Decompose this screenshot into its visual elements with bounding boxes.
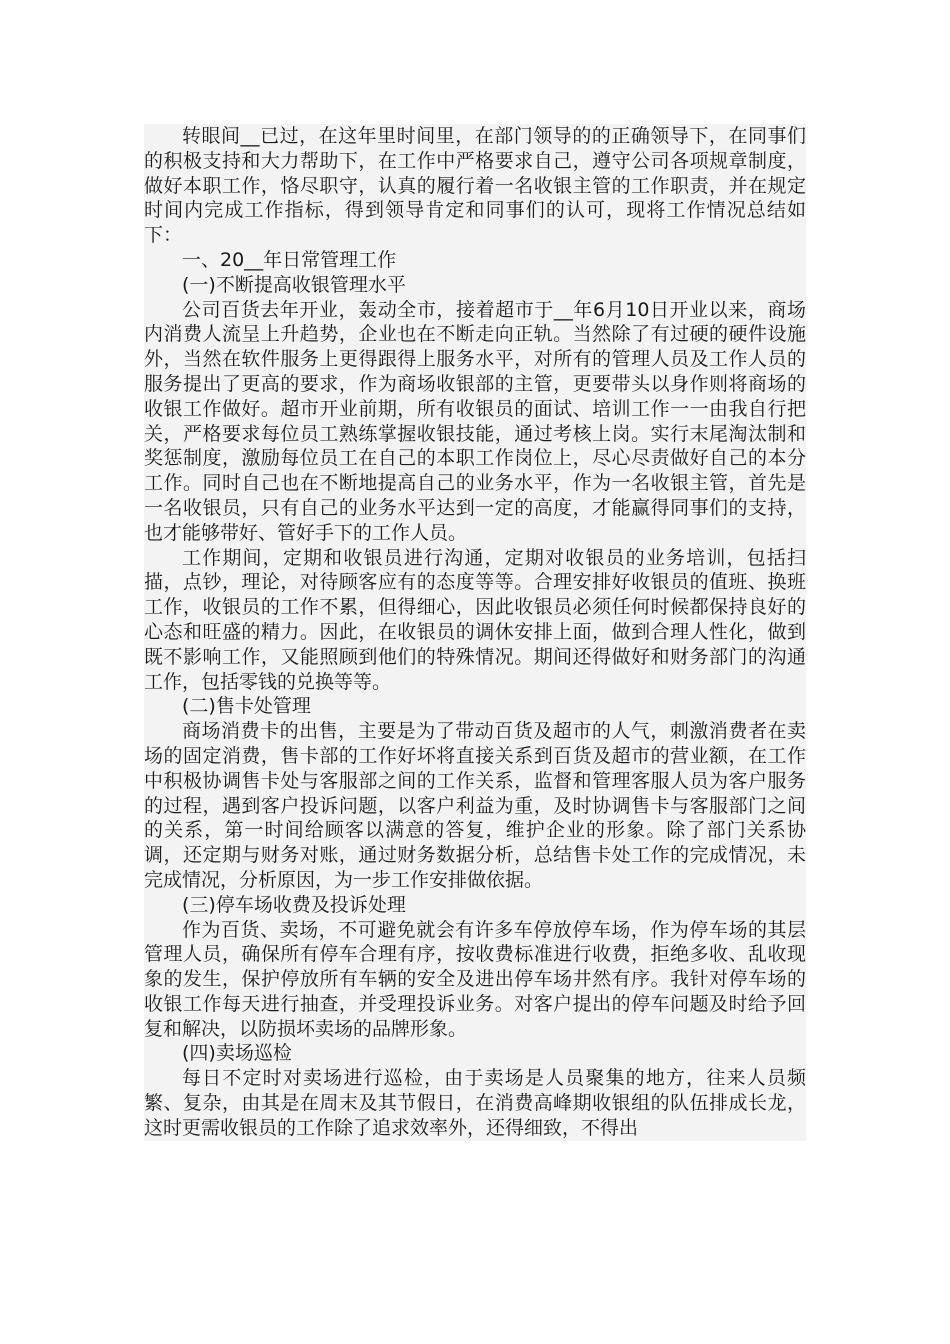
subsection-heading: (三)停车场收费及投诉处理: [182, 893, 406, 916]
document-body: [144, 124, 806, 1141]
intro-paragraph: 转眼间__已过，在这年里时间里，在部门领导的的正确领导下，在同事们的积极支持和大力帮助下，在工作中严格要求自己，遵守公司各项规章制度，做好本职工作，恪尽职守，认真的履行着一名收银主管的工作职责，并在规定时间内完成工作指标，得到领导肯定和同事们的认可，现将工作情况总结如下：: [144, 125, 806, 247]
subsection-heading: (四)卖场巡检: [182, 1042, 292, 1065]
body-paragraph: 工作期间，定期和收银员进行沟通，定期对收银员的业务培训，包括扫描，点钞，理论，对待顾客应有的态度等等。合理安排好收银员的值班、换班工作，收银员的工作不累，但得细心，因此收银员必须任何时候都保持良好的心态和旺盛的精力。因此，在收银员的调休安排上面，做到合理人性化，做到既不影响工作，又能照顾到他们的特殊情况。期间还得做好和财务部门的沟通工作，包括零钱的兑换等等。: [144, 546, 806, 693]
body-paragraph: 每日不定时对卖场进行巡检，由于卖场是人员聚集的地方，往来人员频繁、复杂，由其是在周末及其节假日，在消费高峰期收银组的队伍排成长龙，这时更需收银员的工作除了追求效率外，还得细致，不得出: [144, 1067, 806, 1139]
body-paragraph: 商场消费卡的出售，主要是为了带动百货及超市的人气，刺激消费者在卖场的固定消费，售卡部的工作好坏将直接关系到百货及超市的营业额，在工作中积极协调售卡处与客服部之间的工作关系，监督和管理客服人员为客户服务的过程，遇到客户投诉问题，以客户利益为重，及时协调售卡与客服部门之间的关系，第一时间给顾客以满意的答复，维护企业的形象。除了部门关系协调，还定期与财务对账，通过财务数据分析，总结售卡处工作的完成情况，未完成情况，分析原因，为一步工作安排做依据。: [144, 720, 806, 891]
subsection-heading: (一)不断提高收银管理水平: [182, 273, 406, 296]
body-paragraph: 公司百货去年开业，轰动全市，接着超市于__年6月10日开业以来，商场内消费人流呈上升趋势，企业也在不断走向正轨。当然除了有过硬的硬件设施外，当然在软件服务上更得跟得上服务水平，对所有的管理人员及工作人员的服务提出了更高的要求，作为商场收银部的主管，更要带头以身作则将商场的收银工作做好。超市开业前期，所有收银员的面试、培训工作一一由我自行把关，严格要求每位员工熟练掌握收银技能，通过考核上岗。实行末尾淘汰制和奖惩制度，激励每位员工在自己的本职工作岗位上，尽心尽责做好自己的本分工作。同时自己也在不断地提高自己的业务水平，作为一名收银主管，首先是一名收银员，只有自己的业务水平达到一定的高度，才能赢得同事们的支持，也才能够带好、管好手下的工作人员。: [144, 298, 806, 544]
section-heading: 一、20__年日常管理工作: [182, 248, 397, 271]
subsection-heading: (二)售卡处管理: [182, 695, 311, 718]
body-paragraph: 作为百货、卖场，不可避免就会有许多车停放停车场，作为停车场的其层管理人员，确保所有停车合理有序，按收费标准进行收费，拒绝多收、乱收现象的发生，保护停放所有车辆的安全及进出停车场井然有序。我针对停车场的收银工作每天进行抽查，并受理投诉业务。对客户提出的停车问题及时给予回复和解决，以防损坏卖场的品牌形象。: [144, 918, 806, 1040]
